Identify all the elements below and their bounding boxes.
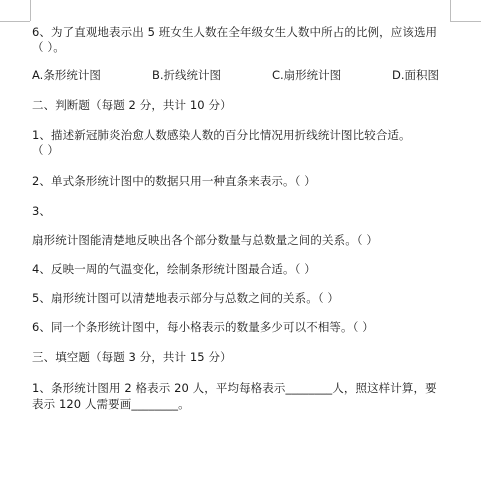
judge-question-6: 6、同一个条形统计图中，每小格表示的数量多少可以不相等。（ ） bbox=[32, 320, 374, 334]
option-d: D.面积图 bbox=[392, 68, 440, 82]
question-6-answer-blank: （ ）。 bbox=[32, 40, 65, 54]
judge-question-4: 4、反映一周的气温变化，绘制条形统计图最合适。（ ） bbox=[32, 262, 316, 276]
question-6-text: 6、为了直观地表示出 5 班女生人数在全年级女生人数中所占的比例，应该选用 bbox=[32, 25, 438, 39]
option-c: C.扇形统计图 bbox=[272, 68, 342, 82]
judge-question-2: 2、单式条形统计图中的数据只用一种直条来表示。（ ） bbox=[32, 174, 316, 188]
crop-mark-right-horizontal bbox=[450, 21, 481, 22]
crop-mark-left-horizontal bbox=[0, 21, 30, 22]
section-2-title: 二、判断题（每题 2 分，共计 10 分） bbox=[32, 98, 232, 112]
judge-question-1-blank: （ ） bbox=[32, 143, 59, 157]
section-3-title: 三、填空题（每题 3 分，共计 15 分） bbox=[32, 350, 232, 364]
option-a: A.条形统计图 bbox=[32, 68, 101, 82]
crop-mark-left-vertical bbox=[30, 0, 31, 21]
judge-question-5: 5、扇形统计图可以清楚地表示部分与总数之间的关系。（ ） bbox=[32, 291, 340, 305]
crop-mark-right-vertical bbox=[450, 0, 451, 21]
judge-question-3-number: 3、 bbox=[32, 204, 52, 218]
fill-question-1: 1、条形统计图用 2 格表示 20 人，平均每格表示________人，照这样计算，要 bbox=[32, 381, 437, 395]
option-b: B.折线统计图 bbox=[152, 68, 222, 82]
fill-question-1-continued: 表示 120 人需要画________。 bbox=[32, 397, 190, 411]
judge-question-1: 1、描述新冠肺炎治愈人数感染人数的百分比情况用折线统计图比较合适。 bbox=[32, 128, 411, 142]
judge-question-3: 扇形统计图能清楚地反映出各个部分数量与总数量之间的关系。（ ） bbox=[32, 233, 379, 247]
